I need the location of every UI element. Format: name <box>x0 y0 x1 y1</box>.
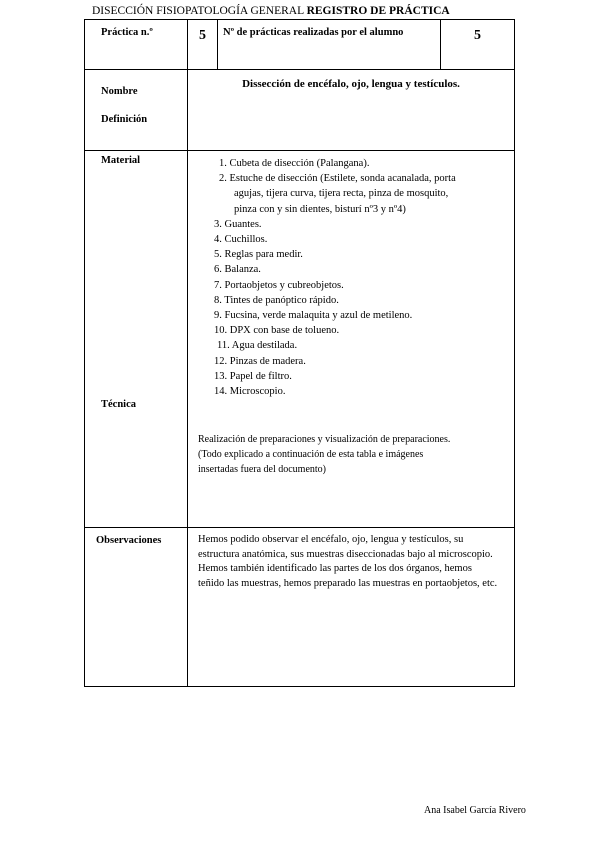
list-item: 10. DPX con base de tolueno. <box>214 325 340 337</box>
header-title: REGISTRO DE PRÁCTICA <box>306 5 450 17</box>
material-technique-content-cell <box>188 151 515 528</box>
list-item: 12. Pinzas de madera. <box>214 355 306 367</box>
list-item: 2. Estuche de disección (Estilete, sonda acanalada, porta <box>219 173 456 185</box>
list-item: 5. Reglas para medir. <box>214 249 303 261</box>
list-item: 3. Guantes. <box>214 218 262 230</box>
list-item: 9. Fucsina, verde malaquita y azul de metileno. <box>214 310 413 322</box>
list-item: 8. Tintes de panóptico rápido. <box>214 294 339 306</box>
header-subject: DISECCIÓN FISIOPATOLOGÍA GENERAL <box>92 5 304 17</box>
technique-label: Técnica <box>101 399 136 410</box>
footer-author: Ana Isabel García Rivero <box>424 805 526 816</box>
material-label: Material <box>101 155 141 166</box>
row-practice-info <box>85 20 515 70</box>
list-item: 11. Agua destilada. <box>217 340 298 352</box>
practice-number-value: 5 <box>199 28 206 43</box>
practices-count-label-cell <box>218 20 441 70</box>
practices-count-cell <box>441 20 515 70</box>
name-label: Nombre <box>101 86 138 97</box>
name-definition-label-cell <box>85 70 188 151</box>
list-item: 7. Portaobjetos y cubreobjetos. <box>214 279 344 291</box>
observations-label-cell <box>85 528 188 687</box>
definition-label: Definición <box>101 114 148 125</box>
material-technique-label-cell <box>85 151 188 528</box>
technique-line: (Todo explicado a continuación de esta tabla e imágenes <box>198 449 424 461</box>
list-item: agujas, tijera curva, tijera recta, pinza de mosquito, <box>234 188 449 200</box>
row-observations <box>85 528 515 687</box>
practice-number-label-cell <box>85 20 188 70</box>
page-header <box>92 5 450 17</box>
name-value-cell <box>188 70 515 151</box>
technique-line: insertadas fuera del documento) <box>198 464 327 476</box>
observations-label: Observaciones <box>96 535 162 546</box>
technique-text <box>188 432 514 477</box>
practice-record-table <box>84 19 515 687</box>
list-item: 13. Papel de filtro. <box>214 370 292 382</box>
practice-name: Dissección de encéfalo, ojo, lengua y testículos. <box>242 78 460 90</box>
list-item: 4. Cuchillos. <box>214 234 268 246</box>
list-item: 14. Microscopio. <box>214 386 286 398</box>
list-item: 6. Balanza. <box>214 264 261 276</box>
practice-number-label: Práctica n.º <box>101 27 153 38</box>
list-item: 1. Cubeta de disección (Palangana). <box>219 158 370 169</box>
materials-list <box>188 156 514 399</box>
observations-text: Hemos podido observar el encéfalo, ojo, lengua y testículos, su estructura anatómica, sus muestras diseccionadas bajo al microscopio. Hemos también identificado las partes de los dos órganos, hemos teñido las muestras, hemos preparado las muestras en portaobjetos, etc. <box>198 534 498 589</box>
practice-number-cell <box>188 20 218 70</box>
observations-content-cell <box>188 528 515 687</box>
practices-count-label: Nº de prácticas realizadas por el alumno <box>223 27 404 38</box>
technique-line: Realización de preparaciones y visualización de preparaciones. <box>198 434 451 446</box>
list-item: pinza con y sin dientes, bisturí nº3 y nº4) <box>234 203 406 215</box>
row-material-technique <box>85 151 515 528</box>
row-name-definition <box>85 70 515 151</box>
practices-count-value: 5 <box>474 28 481 43</box>
